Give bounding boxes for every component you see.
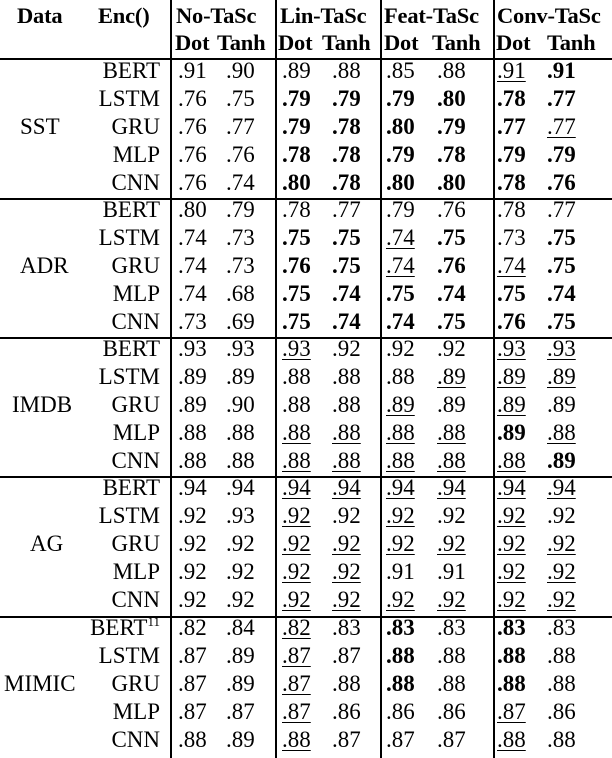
table-cell: .80: [178, 197, 207, 222]
encoder-name: BERT: [102, 197, 160, 222]
table-cell: .88: [437, 420, 466, 445]
table-cell: .87: [226, 699, 255, 724]
table-cell: .74: [386, 225, 415, 250]
encoder-name: BERT: [102, 475, 160, 500]
table-cell: .86: [547, 699, 576, 724]
table-cell: .80: [437, 170, 466, 195]
table-cell: .89: [226, 364, 255, 389]
table-cell: .89: [386, 392, 415, 417]
table-cell: .82: [282, 615, 311, 640]
table-cell: .75: [547, 309, 576, 334]
table-cell: .80: [386, 170, 415, 195]
encoder-name: GRU: [111, 531, 160, 556]
table-cell: .94: [332, 475, 361, 500]
table-cell: .93: [178, 336, 207, 361]
table-cell: .79: [386, 142, 415, 167]
table-cell: .86: [386, 699, 415, 724]
table-cell: .74: [437, 281, 466, 306]
dataset-label: SST: [20, 114, 60, 139]
table-cell: .92: [282, 503, 311, 528]
table-cell: .92: [226, 559, 255, 584]
encoder-name: LSTM: [98, 364, 160, 389]
table-cell: .88: [282, 727, 311, 752]
table-cell: .89: [547, 392, 576, 417]
dataset-label: AG: [30, 531, 64, 556]
table-cell: .75: [547, 253, 576, 278]
table-cell: .83: [547, 615, 576, 640]
header-lin-tasc-tanh: Tanh: [322, 30, 371, 55]
encoder-name: CNN: [111, 587, 160, 612]
table-cell: .75: [332, 225, 361, 250]
table-cell: .89: [497, 392, 526, 417]
table-cell: .88: [386, 448, 415, 473]
encoder-name: BERT: [102, 336, 160, 361]
header-encoder: Enc(): [98, 3, 150, 28]
table-cell: .88: [497, 727, 526, 752]
table-cell: .91: [178, 58, 207, 83]
table-cell: .90: [226, 58, 255, 83]
table-cell: .88: [437, 643, 466, 668]
table-cell: .76: [178, 114, 207, 139]
table-cell: .80: [386, 114, 415, 139]
encoder-name: CNN: [111, 309, 160, 334]
table-cell: .88: [547, 727, 576, 752]
table-cell: .78: [282, 197, 311, 222]
encoder-label: [60, 726, 160, 754]
table-cell: .88: [226, 448, 255, 473]
table-cell: .78: [497, 86, 526, 111]
table-cell: .83: [437, 615, 466, 640]
header-group-feat-tasc: Feat-TaSc: [384, 3, 479, 28]
table-cell: .91: [497, 58, 526, 83]
table-cell: .87: [178, 699, 207, 724]
header-feat-tasc-tanh: Tanh: [432, 30, 481, 55]
table-cell: .75: [547, 225, 576, 250]
table-cell: .87: [437, 727, 466, 752]
table-cell: .79: [497, 142, 526, 167]
table-cell: .80: [282, 170, 311, 195]
header-group-no-tasc: No-TaSc: [176, 3, 257, 28]
table-cell: .88: [282, 392, 311, 417]
table-cell: .87: [386, 727, 415, 752]
table-cell: .92: [497, 503, 526, 528]
table-cell: .92: [282, 559, 311, 584]
table-cell: .94: [437, 475, 466, 500]
encoder-name: BERT: [102, 58, 160, 83]
table-cell: .89: [226, 671, 255, 696]
table-cell: .88: [437, 448, 466, 473]
table-cell: .73: [497, 225, 526, 250]
encoder-label: [60, 419, 160, 447]
table-cell: .75: [497, 281, 526, 306]
table-cell: .77: [547, 197, 576, 222]
table-cell: .88: [547, 643, 576, 668]
encoder-name: LSTM: [98, 86, 160, 111]
encoder-name: MLP: [112, 559, 160, 584]
table-cell: .87: [178, 643, 207, 668]
encoder-label: [60, 196, 160, 224]
table-cell: .74: [178, 281, 207, 306]
encoder-name: GRU: [111, 114, 160, 139]
encoder-label: [60, 57, 160, 85]
table-cell: .79: [386, 86, 415, 111]
encoder-label: [60, 363, 160, 391]
divider-feat-conv: [493, 0, 495, 758]
encoder-name: CNN: [111, 448, 160, 473]
table-cell: .92: [178, 587, 207, 612]
table-cell: .74: [547, 281, 576, 306]
footnote-marker: 11: [147, 614, 160, 629]
table-cell: .92: [332, 503, 361, 528]
table-cell: .68: [226, 281, 255, 306]
table-cell: .93: [226, 336, 255, 361]
table-cell: .89: [178, 364, 207, 389]
table-cell: .86: [332, 699, 361, 724]
table-cell: .75: [437, 309, 466, 334]
table-cell: .92: [332, 531, 361, 556]
table-cell: .89: [226, 727, 255, 752]
table-cell: .92: [178, 503, 207, 528]
header-group-lin-tasc: Lin-TaSc: [280, 3, 367, 28]
table-cell: .87: [332, 727, 361, 752]
table-cell: .78: [332, 170, 361, 195]
encoder-label: [60, 308, 160, 336]
divider-encoder: [170, 0, 172, 758]
table-cell: .69: [226, 309, 255, 334]
table-cell: .94: [497, 475, 526, 500]
encoder-label: [60, 502, 160, 530]
table-cell: .92: [178, 559, 207, 584]
table-cell: .88: [332, 420, 361, 445]
header-data: Data: [17, 3, 63, 28]
table-cell: .76: [178, 142, 207, 167]
table-cell: .88: [386, 420, 415, 445]
table-cell: .79: [282, 86, 311, 111]
table-cell: .79: [386, 197, 415, 222]
table-cell: .88: [386, 671, 415, 696]
encoder-name: MLP: [112, 281, 160, 306]
table-cell: .92: [547, 587, 576, 612]
table-cell: .90: [226, 392, 255, 417]
encoder-name: CNN: [111, 727, 160, 752]
encoder-label: [60, 670, 160, 698]
table-cell: .92: [226, 531, 255, 556]
header-feat-tasc-dot: Dot: [384, 30, 419, 55]
table-cell: .93: [497, 336, 526, 361]
table-cell: .77: [332, 197, 361, 222]
table-cell: .84: [226, 615, 255, 640]
table-cell: .92: [437, 531, 466, 556]
table-cell: .76: [437, 197, 466, 222]
table-cell: .79: [437, 114, 466, 139]
table-cell: .88: [332, 364, 361, 389]
table-cell: .89: [497, 420, 526, 445]
table-cell: .93: [547, 336, 576, 361]
encoder-label: [60, 558, 160, 586]
table-cell: .88: [497, 643, 526, 668]
table-cell: .89: [547, 364, 576, 389]
encoder-name: GRU: [111, 392, 160, 417]
encoder-label: [60, 447, 160, 475]
encoder-name: GRU: [111, 253, 160, 278]
table-cell: .76: [437, 253, 466, 278]
table-cell: .89: [437, 364, 466, 389]
table-cell: .74: [226, 170, 255, 195]
table-cell: .88: [282, 448, 311, 473]
table-cell: .92: [226, 587, 255, 612]
header-lin-tasc-dot: Dot: [278, 30, 313, 55]
table-cell: .79: [547, 142, 576, 167]
table-cell: .87: [497, 699, 526, 724]
divider-lin-feat: [380, 0, 382, 758]
table-cell: .92: [547, 503, 576, 528]
table-cell: .94: [282, 475, 311, 500]
table-cell: .77: [547, 114, 576, 139]
table-cell: .91: [437, 559, 466, 584]
table-cell: .89: [437, 392, 466, 417]
table-cell: .75: [437, 225, 466, 250]
table-cell: .89: [282, 58, 311, 83]
table-cell: .92: [282, 587, 311, 612]
table-cell: .88: [226, 420, 255, 445]
table-cell: .76: [497, 309, 526, 334]
table-cell: .83: [497, 615, 526, 640]
table-cell: .92: [332, 587, 361, 612]
table-cell: .74: [332, 281, 361, 306]
encoder-label: [60, 169, 160, 197]
table-cell: .76: [226, 142, 255, 167]
table-cell: .88: [497, 671, 526, 696]
table-cell: .89: [178, 392, 207, 417]
table-cell: .92: [437, 587, 466, 612]
dataset-label: ADR: [20, 253, 69, 278]
table-cell: .88: [497, 448, 526, 473]
encoder-name: LSTM: [98, 225, 160, 250]
table-cell: .87: [282, 671, 311, 696]
table-cell: .74: [497, 253, 526, 278]
table-cell: .94: [386, 475, 415, 500]
header-group-conv-tasc: Conv-TaSc: [497, 3, 601, 28]
table-cell: .88: [332, 671, 361, 696]
table-cell: .80: [437, 86, 466, 111]
table-cell: .88: [282, 420, 311, 445]
table-cell: .91: [386, 559, 415, 584]
divider-no-lin: [275, 0, 277, 758]
encoder-label: [60, 335, 160, 363]
encoder-label: [60, 698, 160, 726]
table-cell: .87: [282, 643, 311, 668]
table-cell: .82: [178, 615, 207, 640]
encoder-name: LSTM: [98, 503, 160, 528]
table-cell: .88: [178, 727, 207, 752]
table-cell: .87: [332, 643, 361, 668]
table-cell: .79: [282, 114, 311, 139]
table-cell: .75: [282, 225, 311, 250]
table-cell: .94: [226, 475, 255, 500]
table-cell: .73: [178, 309, 207, 334]
table-cell: .92: [386, 336, 415, 361]
table-cell: .92: [547, 559, 576, 584]
table-cell: .74: [386, 309, 415, 334]
table-cell: .78: [332, 142, 361, 167]
table-cell: .88: [437, 58, 466, 83]
table-cell: .92: [386, 531, 415, 556]
table-cell: .88: [282, 364, 311, 389]
table-cell: .92: [497, 559, 526, 584]
table-cell: .77: [497, 114, 526, 139]
encoder-label: [60, 586, 160, 614]
table-cell: .92: [332, 559, 361, 584]
encoder-name: MLP: [112, 142, 160, 167]
table-cell: .92: [437, 336, 466, 361]
table-cell: .89: [547, 448, 576, 473]
table-cell: .75: [226, 86, 255, 111]
table-cell: .92: [386, 503, 415, 528]
encoder-label: [60, 642, 160, 670]
encoder-label: [60, 85, 160, 113]
encoder-name: MLP: [112, 420, 160, 445]
header-conv-tasc-tanh: Tanh: [547, 30, 596, 55]
table-cell: .73: [226, 253, 255, 278]
table-cell: .78: [332, 114, 361, 139]
table-cell: .87: [178, 671, 207, 696]
table-cell: .88: [178, 420, 207, 445]
table-cell: .77: [547, 86, 576, 111]
table-cell: .76: [178, 86, 207, 111]
table-cell: .93: [282, 336, 311, 361]
table-cell: .94: [178, 475, 207, 500]
table-cell: .88: [332, 392, 361, 417]
table-cell: .89: [497, 364, 526, 389]
table-cell: .86: [437, 699, 466, 724]
table-cell: .74: [178, 225, 207, 250]
table-cell: .74: [178, 253, 207, 278]
table-cell: .88: [547, 671, 576, 696]
table-cell: .89: [226, 643, 255, 668]
table-cell: .88: [437, 671, 466, 696]
dataset-label: IMDB: [12, 392, 73, 417]
table-cell: .79: [332, 86, 361, 111]
table-cell: .88: [332, 448, 361, 473]
dataset-label: MIMIC: [4, 671, 76, 696]
table-cell: .74: [332, 309, 361, 334]
table-cell: .91: [547, 58, 576, 83]
header-no-tasc-dot: Dot: [175, 30, 210, 55]
table-cell: .92: [497, 587, 526, 612]
table-cell: .76: [178, 170, 207, 195]
table-cell: .92: [282, 531, 311, 556]
header-no-tasc-tanh: Tanh: [217, 30, 266, 55]
table-cell: .83: [386, 615, 415, 640]
table-cell: .75: [386, 281, 415, 306]
table-cell: .75: [282, 309, 311, 334]
encoder-name: GRU: [111, 671, 160, 696]
table-cell: .83: [332, 615, 361, 640]
table-cell: .85: [386, 58, 415, 83]
table-cell: .88: [547, 420, 576, 445]
encoder-label: [60, 252, 160, 280]
table-cell: .78: [437, 142, 466, 167]
table-cell: .77: [226, 114, 255, 139]
table-cell: .92: [386, 587, 415, 612]
encoder-label: [60, 113, 160, 141]
table-cell: .88: [386, 643, 415, 668]
table-cell: .76: [547, 170, 576, 195]
encoder-label: [60, 224, 160, 252]
table-cell: .78: [497, 197, 526, 222]
table-cell: .75: [332, 253, 361, 278]
table-cell: .92: [437, 503, 466, 528]
encoder-label: [60, 474, 160, 502]
table-cell: .88: [178, 448, 207, 473]
encoder-label: [60, 280, 160, 308]
table-cell: .87: [282, 699, 311, 724]
encoder-label: [60, 530, 160, 558]
encoder-name: LSTM: [98, 643, 160, 668]
encoder-label: [60, 141, 160, 169]
table-cell: .94: [547, 475, 576, 500]
table-cell: .76: [282, 253, 311, 278]
table-cell: .78: [497, 170, 526, 195]
encoder-label: [60, 391, 160, 419]
table-cell: .92: [332, 336, 361, 361]
header-conv-tasc-dot: Dot: [496, 30, 531, 55]
encoder-label: [60, 614, 160, 642]
encoder-name: BERT: [90, 615, 148, 640]
table-cell: .79: [226, 197, 255, 222]
table-cell: .78: [282, 142, 311, 167]
table-cell: .93: [226, 503, 255, 528]
table-cell: .88: [332, 58, 361, 83]
encoder-name: MLP: [112, 699, 160, 724]
table-cell: .73: [226, 225, 255, 250]
encoder-name: CNN: [111, 170, 160, 195]
table-cell: .92: [497, 531, 526, 556]
table-cell: .88: [386, 364, 415, 389]
table-cell: .92: [178, 531, 207, 556]
table-cell: .92: [547, 531, 576, 556]
table-cell: .75: [282, 281, 311, 306]
table-cell: .74: [386, 253, 415, 278]
